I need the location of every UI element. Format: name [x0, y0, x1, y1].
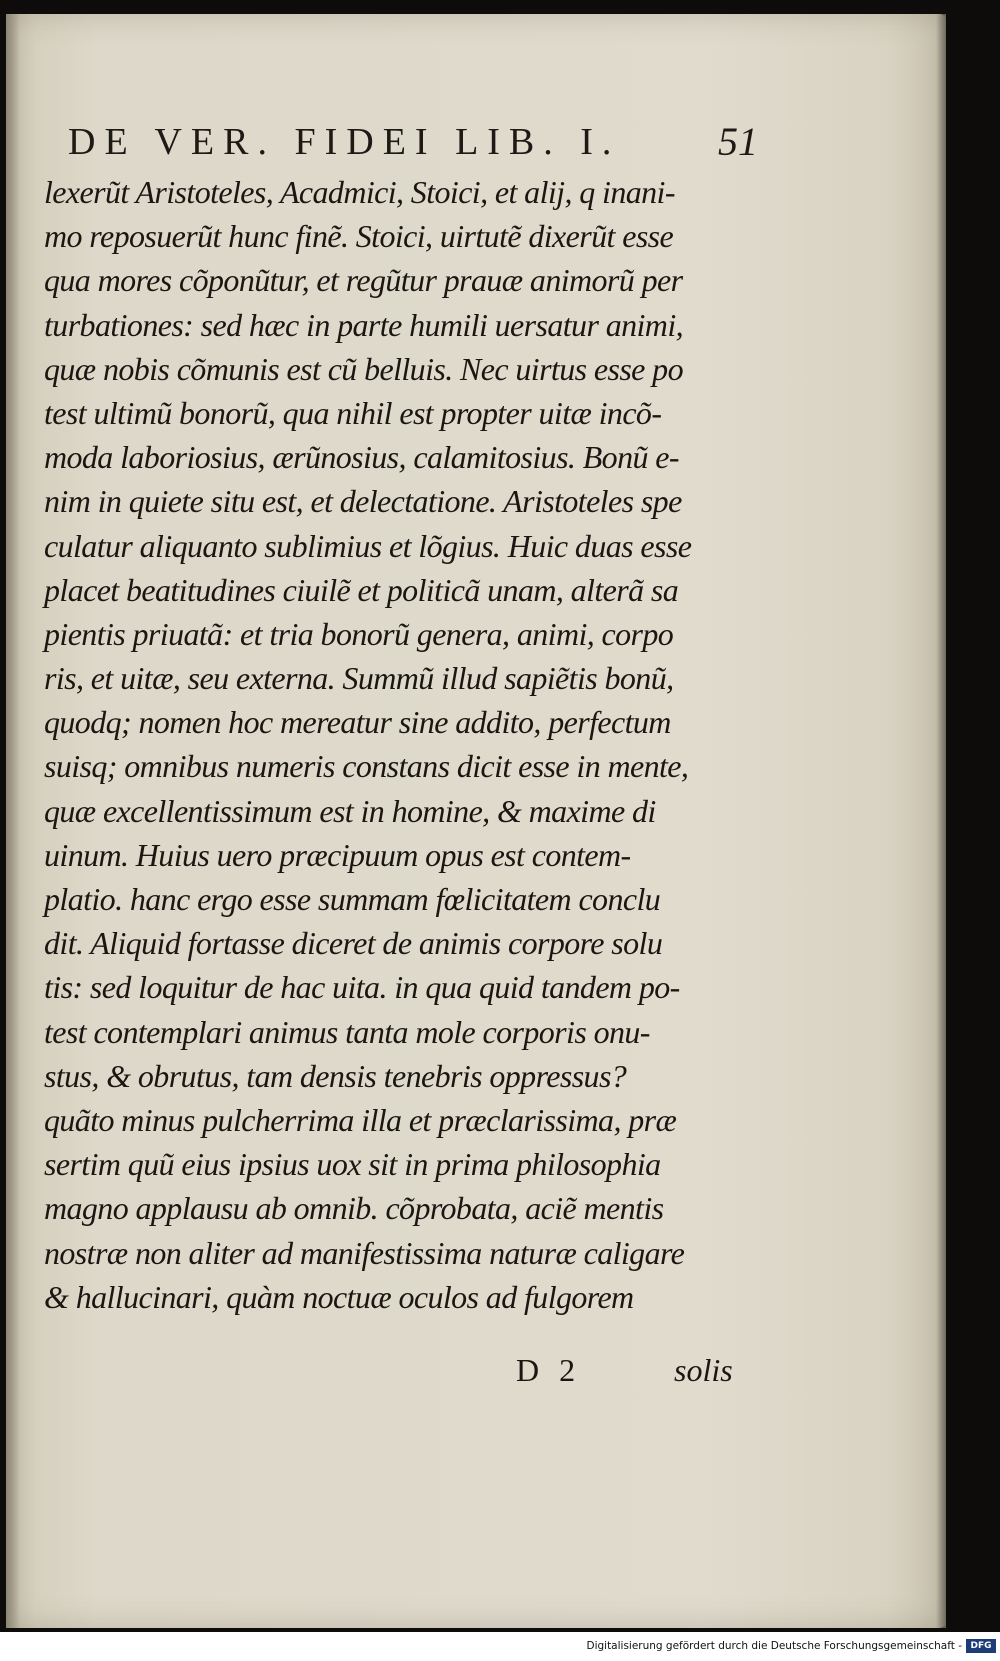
text-line: mo reposuerũt hunc finẽ. Stoici, uirtutẽ dixerũt esse — [44, 218, 674, 255]
page-number: 51 — [718, 119, 758, 164]
text-line: quodq; nomen hoc mereatur sine addito, perfectum — [44, 704, 671, 741]
text-line: culatur aliquanto sublimius et lõgius. Huic duas esse — [44, 527, 692, 564]
body-text — [44, 170, 764, 1319]
text-line: test contemplari animus tanta mole corporis onu- — [44, 1013, 650, 1050]
text-line: platio. hanc ergo esse summam fœlicitatem conclu — [44, 881, 661, 917]
text-line: stus, & obrutus, tam densis tenebris oppressus? — [44, 1057, 627, 1094]
text-line: moda laboriosius, ærũnosius, calamitosius. Bonũ e- — [44, 439, 679, 476]
text-line: placet beatitudines ciuilẽ et politicã unam, alterã sa — [44, 571, 679, 608]
text-line: quãto minus pulcherrima illa et præclarissima, præ — [44, 1101, 677, 1138]
page-edge — [936, 14, 946, 1628]
text-line: quæ nobis cõmunis est cũ belluis. Nec uirtus esse po — [44, 350, 683, 387]
page-footer — [506, 1352, 756, 1398]
signature-mark: D 2 — [516, 1352, 582, 1388]
dfg-logo: DFG — [966, 1639, 996, 1653]
page-gutter — [6, 14, 20, 1628]
text-line: suisq; omnibus numeris constans dicit esse in mente, — [44, 748, 689, 785]
text-line: pientis priuatã: et tria bonorũ genera, animi, corpo — [44, 615, 674, 652]
text-line: sertim quũ eius ipsius uox sit in prima philosophia — [44, 1146, 661, 1183]
book-page — [6, 14, 946, 1628]
text-line: dit. Aliquid fortasse diceret de animis corpore solu — [44, 925, 663, 962]
text-line: ris, et uitæ, seu externa. Summũ illud sapiẽtis bonũ, — [44, 660, 674, 697]
text-line: uinum. Huius uero præcipuum opus est contem- — [44, 836, 631, 873]
text-line: & hallucinari, quàm noctuæ oculos ad fulgorem — [44, 1278, 634, 1315]
catchword: solis — [674, 1352, 733, 1388]
digitization-credit — [0, 1632, 1000, 1661]
text-line: quæ excellentissimum est in homine, & maxime di — [44, 792, 656, 829]
text-line: magno applausu ab omnib. cõprobata, aciẽ mentis — [44, 1190, 664, 1227]
running-head-title: DE VER. FIDEI LIB. I. — [68, 121, 621, 163]
text-line: test ultimũ bonorũ, qua nihil est propter uitæ incõ- — [44, 394, 662, 431]
text-line: turbationes: sed hæc in parte humili uersatur animi, — [44, 306, 684, 343]
text-line: lexerũt Aristoteles, Acadmici, Stoici, et alij, q inani- — [44, 174, 675, 210]
text-line: qua mores cõponũtur, et regũtur prauæ animorũ per — [44, 262, 683, 299]
running-head — [68, 120, 758, 166]
credit-text: Digitalisierung gefördert durch die Deutsche Forschungsgemeinschaft - — [586, 1640, 962, 1652]
text-line: tis: sed loquitur de hac uita. in qua quid tandem po- — [44, 969, 680, 1006]
text-line: nostræ non aliter ad manifestissima naturæ caligare — [44, 1234, 685, 1271]
text-line: nim in quiete situ est, et delectatione. Aristoteles spe — [44, 483, 682, 520]
